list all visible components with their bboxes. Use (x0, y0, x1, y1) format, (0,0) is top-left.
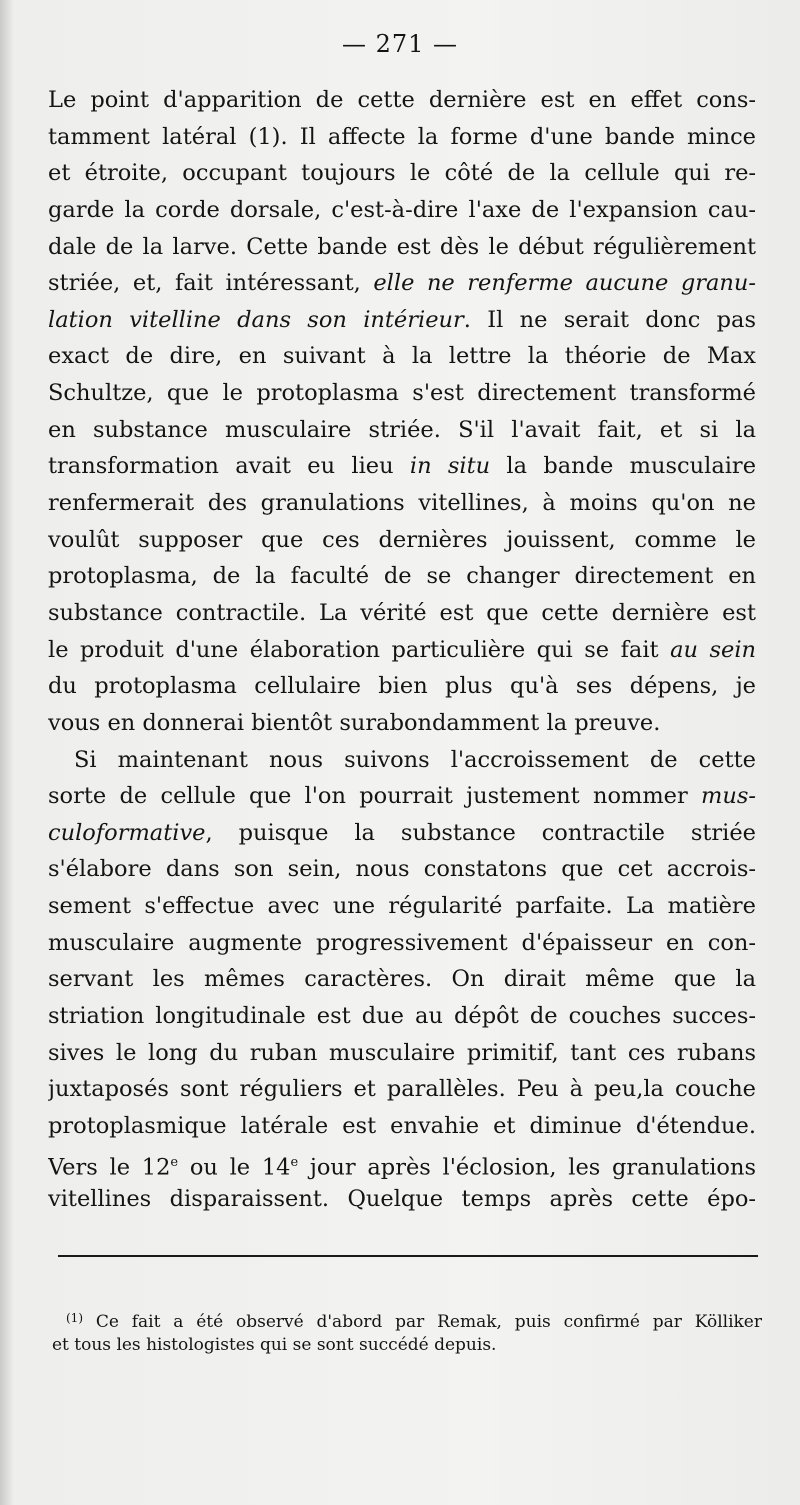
text-line (48, 1181, 756, 1218)
text-line (48, 851, 756, 888)
text-span: le produit d'une élaboration particulière qui se fait (48, 636, 671, 663)
text-line (48, 485, 756, 522)
italic-span: culoformative (48, 819, 206, 846)
text-span: Si maintenant nous suivons l'accroissement de cette (74, 746, 756, 773)
text-line (48, 1071, 756, 1108)
text-line (48, 229, 756, 266)
text-line (48, 925, 756, 962)
text-line (48, 668, 756, 705)
text-span: voulût supposer que ces dernières jouissent, comme le (48, 526, 756, 553)
footnote (52, 1305, 762, 1359)
text-span: renfermerait des granulations vitellines, à moins qu'on ne (48, 490, 756, 517)
text-line (48, 595, 756, 632)
body-text (48, 82, 756, 1218)
text-line (48, 375, 756, 412)
italic-span: lation vitelline dans son intérieur (48, 306, 464, 333)
italic-span: elle ne renferme aucune granu- (373, 270, 756, 297)
text-span: Le point d'apparition de cette dernière est en effet cons- (48, 87, 756, 113)
text-line (48, 522, 756, 559)
text-line (48, 265, 756, 302)
text-line (48, 302, 756, 339)
text-span: s'élabore dans son sein, nous constatons que cet accrois- (48, 856, 756, 883)
text-line (48, 1145, 756, 1182)
text-span: vous en donnerai bientôt surabondamment la preuve. (48, 709, 661, 736)
text-span: tamment latéral (1). Il affecte la forme d'une bande mince (48, 123, 756, 150)
text-span: ou le 14 (178, 1154, 291, 1181)
text-span: transformation avait eu lieu (48, 453, 410, 480)
text-line (48, 742, 756, 779)
text-line (48, 998, 756, 1035)
text-line (48, 155, 756, 192)
superscript: e (170, 1154, 179, 1170)
text-line (48, 192, 756, 229)
text-line (48, 1035, 756, 1072)
page-number: — 271 — (341, 30, 459, 58)
text-span: Schultze, que le protoplasma s'est directement transformé (48, 380, 756, 407)
text-line (48, 961, 756, 998)
text-span: en substance musculaire striée. S'il l'avait fait, et si la (48, 416, 756, 443)
footnote-divider (58, 1255, 758, 1257)
text-span: sorte de cellule que l'on pourrait justement nommer (48, 783, 702, 810)
superscript: e (290, 1154, 299, 1170)
text-span: la bande musculaire (490, 453, 756, 480)
text-line (48, 558, 756, 595)
text-span: . Il ne serait donc pas (463, 306, 756, 333)
text-line (48, 632, 756, 669)
text-span: protoplasmique latérale est envahie et diminue d'étendue. (48, 1112, 756, 1139)
text-line (48, 815, 756, 852)
text-line (48, 1108, 756, 1145)
text-line (48, 412, 756, 449)
text-span: Vers le 12 (48, 1154, 171, 1181)
text-span: substance contractile. La vérité est que cette dernière est (48, 599, 756, 626)
text-line (48, 705, 756, 742)
text-span: servant les mêmes caractères. On dirait même que la (48, 966, 756, 993)
text-span: dale de la larve. Cette bande est dès le début régulièrement (48, 233, 756, 260)
text-span: et étroite, occupant toujours le côté de la cellule qui re- (48, 160, 756, 187)
italic-span: in situ (409, 453, 491, 480)
text-span: sement s'effectue avec une régularité parfaite. La matière (48, 893, 756, 920)
footnote-marker: (1) (66, 1311, 83, 1325)
text-span: musculaire augmente progressivement d'épaisseur en con- (48, 929, 756, 956)
text-span: exact de dire, en suivant à la lettre la théorie de Max (48, 343, 756, 370)
text-line (48, 119, 756, 156)
text-span: striée, et, fait intéressant, (48, 270, 374, 297)
text-span: sives le long du ruban musculaire primitif, tant ces rubans (48, 1039, 756, 1066)
text-span: vitellines disparaissent. Quelque temps après cette épo- (48, 1186, 756, 1213)
text-span: jour après l'éclosion, les granulations (298, 1154, 756, 1181)
footnote-line (52, 1332, 762, 1359)
text-line (48, 338, 756, 375)
text-span: protoplasma, de la faculté de se changer directement en (48, 563, 756, 590)
text-span: striation longitudinale est due au dépôt de couches succes- (48, 1003, 756, 1030)
text-line (48, 448, 756, 485)
text-span: , puisque la substance contractile striée (205, 819, 756, 846)
text-span: juxtaposés sont réguliers et parallèles. Peu à peu,la couche (48, 1076, 756, 1103)
text-span: Ce fait a été observé d'abord par Remak, puis confirmé par Kölliker (83, 1312, 762, 1332)
text-span: et tous les histologistes qui se sont succédé depuis. (52, 1335, 497, 1355)
text-span: du protoplasma cellulaire bien plus qu'à ses dépens, je (48, 673, 756, 700)
footnote-line (52, 1305, 762, 1332)
italic-span: mus- (701, 783, 756, 810)
text-line (48, 888, 756, 925)
text-line (48, 82, 756, 119)
italic-span: au sein (670, 636, 756, 663)
text-line (48, 778, 756, 815)
text-span: garde la corde dorsale, c'est-à-dire l'axe de l'expansion cau- (48, 196, 756, 223)
